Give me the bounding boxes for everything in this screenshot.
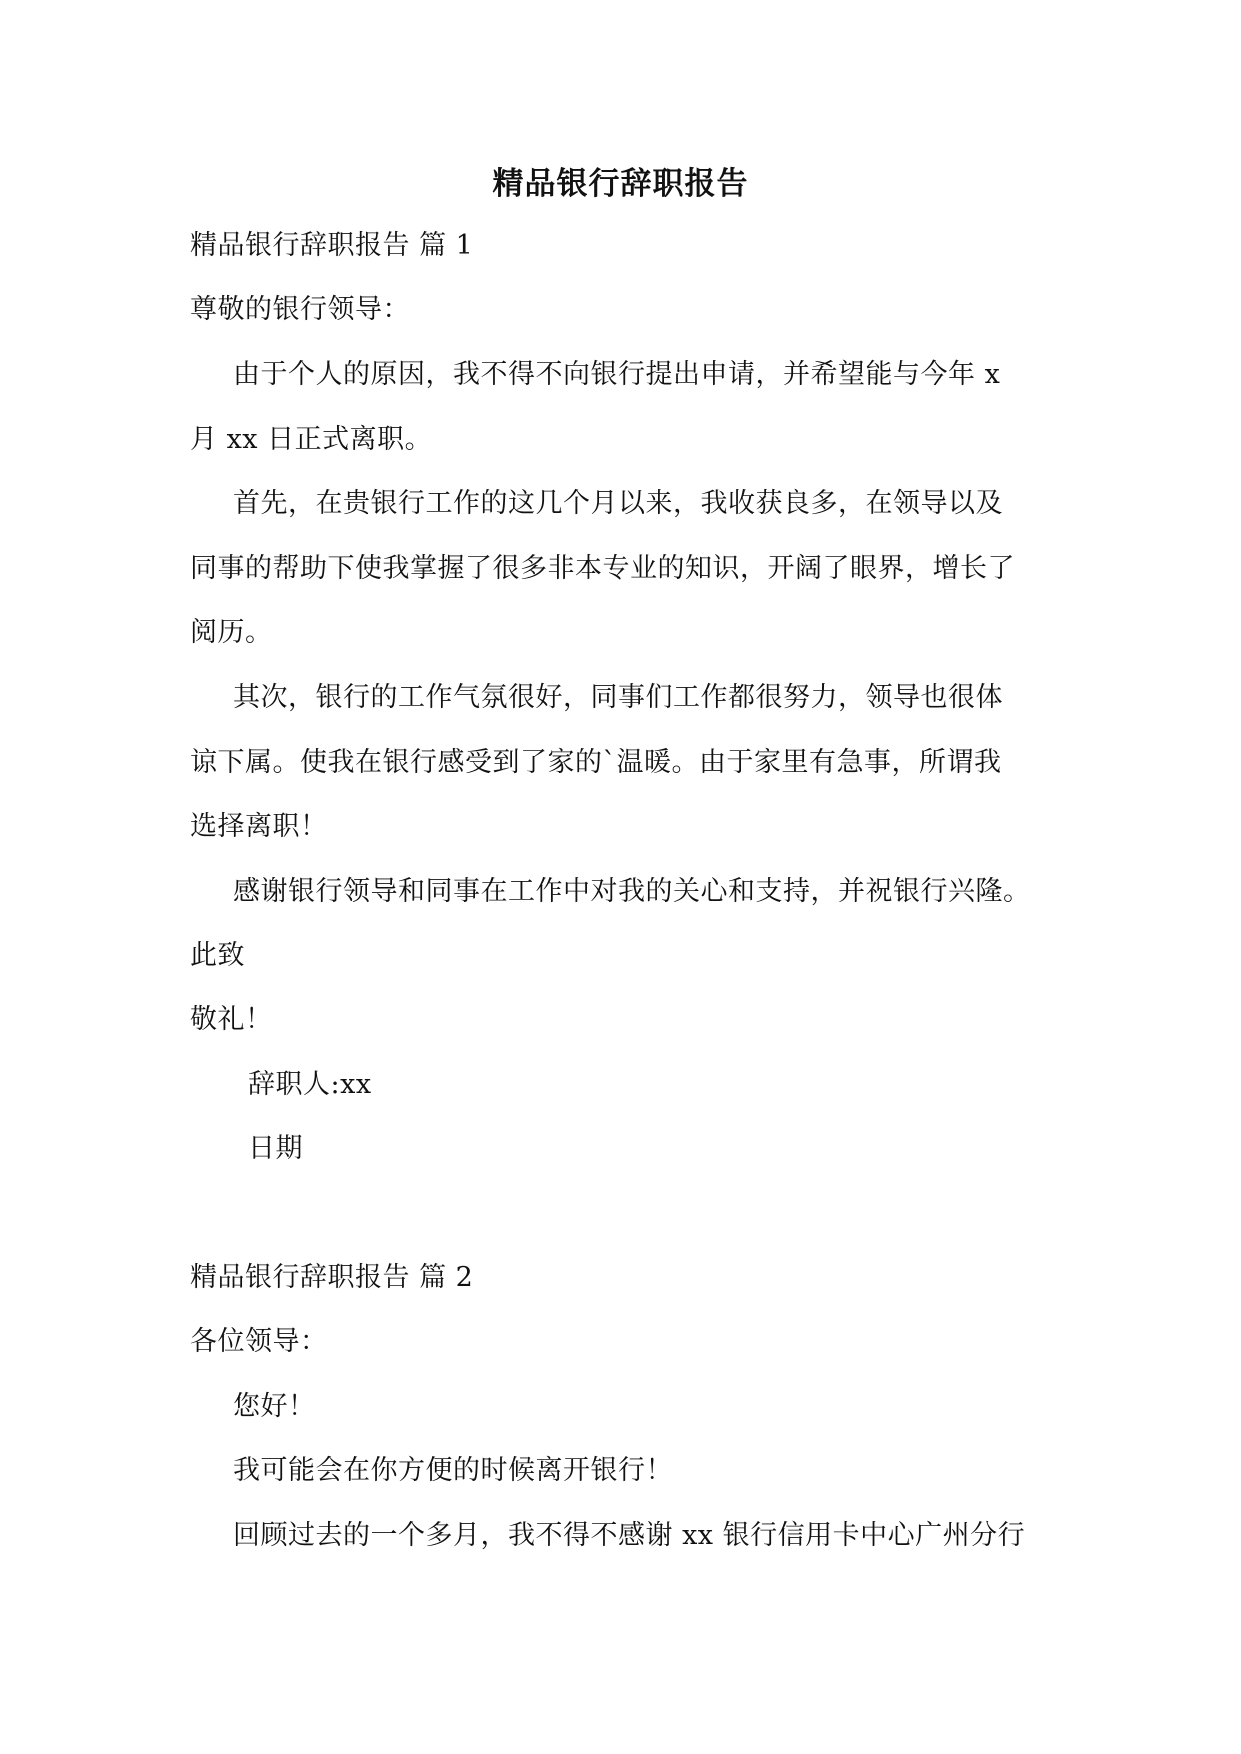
paragraph-line: 您好！: [233, 1391, 316, 1422]
closing-line: 此致: [190, 940, 245, 971]
paragraph-line: 同事的帮助下使我掌握了很多非本专业的知识，开阔了眼界，增长了: [190, 553, 1015, 584]
section-heading-2: 精品银行辞职报告 篇 2: [190, 1262, 474, 1293]
paragraph-line: 谅下属。使我在银行感受到了家的`温暖。由于家里有急事，所谓我: [190, 747, 1002, 778]
paragraph-line: 由于个人的原因，我不得不向银行提出申请，并希望能与今年 x: [233, 359, 1001, 390]
salutation: 各位领导：: [190, 1326, 328, 1357]
paragraph-line: 首先，在贵银行工作的这几个月以来，我收获良多，在领导以及: [233, 488, 1003, 519]
paragraph-line: 回顾过去的一个多月，我不得不感谢 xx 银行信用卡中心广州分行: [233, 1520, 1026, 1551]
section-heading-1: 精品银行辞职报告 篇 1: [190, 230, 474, 261]
paragraph-line: 月 xx 日正式离职。: [190, 424, 433, 455]
paragraph-line: 阅历。: [190, 617, 273, 648]
paragraph-line: 其次，银行的工作气氛很好，同事们工作都很努力，领导也很体: [233, 682, 1003, 713]
signature-date: 日期: [248, 1133, 303, 1164]
salutation: 尊敬的银行领导：: [190, 294, 410, 325]
paragraph-line: 我可能会在你方便的时候离开银行！: [233, 1455, 673, 1486]
closing-line: 敬礼！: [190, 1004, 273, 1035]
paragraph-line: 感谢银行领导和同事在工作中对我的关心和支持，并祝银行兴隆。: [233, 876, 1031, 907]
document-title: 精品银行辞职报告: [492, 166, 749, 202]
paragraph-line: 选择离职！: [190, 811, 328, 842]
signature-name: 辞职人:xx: [248, 1069, 372, 1100]
